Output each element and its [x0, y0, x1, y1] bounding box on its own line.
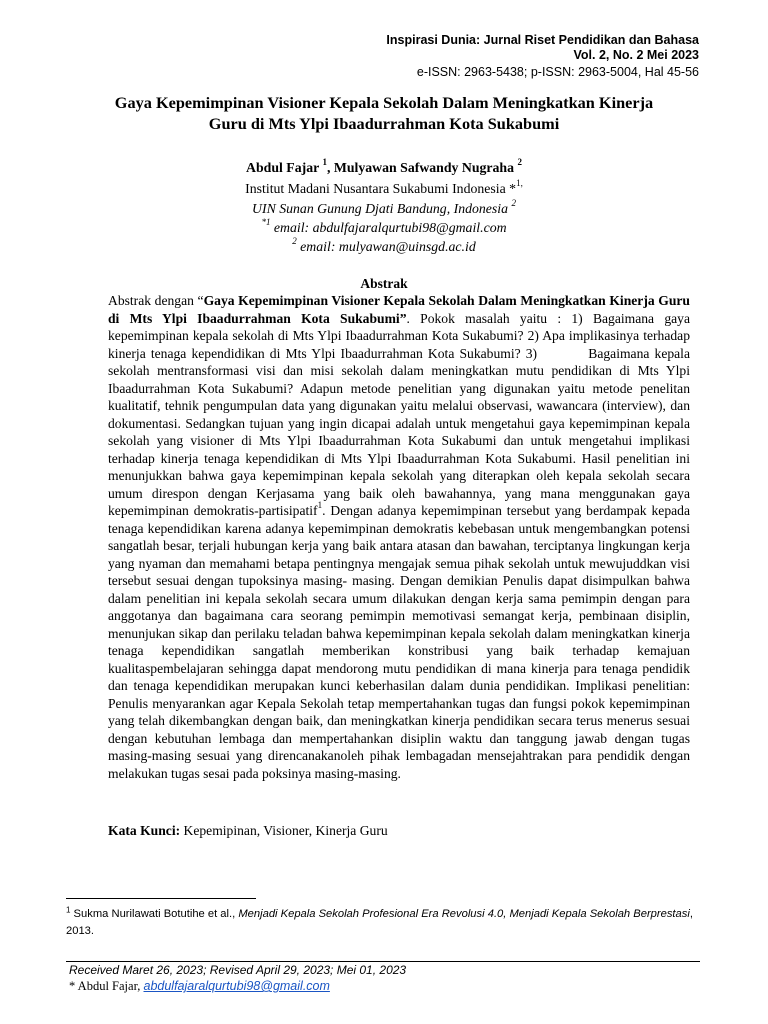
paper-title	[60, 92, 708, 134]
keywords-text: Kepemipinan, Visioner, Kinerja Guru	[180, 823, 388, 838]
email-1-sup: *1	[261, 217, 271, 228]
journal-issn: e-ISSN: 2963-5438; p-ISSN: 2963-5004, Hal 45-56	[416, 65, 699, 79]
footnote-title: Menjadi Kepala Sekolah Profesional Era Revolusi 4.0, Menjadi Kepala Sekolah Berprestasi	[238, 908, 690, 920]
affiliation-1-sup: 1,	[516, 178, 523, 189]
author-1: Abdul Fajar	[246, 160, 319, 175]
abstract-text-2: . Dengan adanya kepemimpinan tersebut yang berdampak kepada tenaga kependidikan karena adanya kepemimpinan demokratis kebebasan untuk mengembangkan potensi sangatlah besar, terjali hubungan kerja yang baik antara atasan dan bawahan, terciptanya lingkungan kerja yang nyaman dan memahami betapa pentingnya mengajak semua pihak sekolah untuk mewujuddkan visi tersebut sesuai dengan tupoksinya masing- masing. Dengan demikian Penulis dapat disimpulkan bahwa dalam penelitian ini kepala sekolah secara umum dilakukan dengan kerja sama pemimpin dengan para anggotanya dan bagaimana cara seorang pemimpin memotivasi semangat kerja, pembinaan disiplin, menunjukan sikap dan perilaku teladan bahwa kepemimpinan kepala sekolah dalam meningkatkan kinerja tenaga kependidikan sangatlah memberikan konstribusi yang baik terhadap kemajuan kualitaspembelajaran sehingga dapat mendorong mutu pendidikan di mana kinerja para tenaga pendidik dan tenaga kependidikan merupakan kunci keberhasilan dalam dunia pendidikan. Implikasi penelitian: Penulis menyarankan agar Kepala Sekolah tetap mempertahankan tugas dan fungsi pokok kepemimpinan yang telah dikembangkan dengan baik, dan meningkatkan kinerja pendidikan secara terus menerus sesuai dengan kebutuhan lembaga dan mempertahankan disiplin waktu dan tanggung jawab dengan tugas masing-masing sesuai yang direncanakanoleh pihak lembagadan mensejahtrakan para pendidik dengan melakukan tugas sesai pada poksinya masing-masing.	[108, 503, 690, 781]
abstract-bold-title: Gaya Kepemimpinan Visioner Kepala Sekolah Dalam Meningkatkan Kinerja Guru di Mts Ylpi Ibaadurrahman Kota Sukabumi”	[108, 293, 690, 326]
title-line-1: Gaya Kepemimpinan Visioner Kepala Sekolah Dalam Meningkatkan Kinerja	[114, 93, 654, 112]
footnote-year: , 2013.	[66, 908, 693, 937]
title-line-2: Guru di Mts Ylpi Ibaadurrahman Kota Sukabumi	[208, 114, 560, 133]
email-2-sup: 2	[292, 236, 297, 247]
affiliation-1	[60, 178, 708, 197]
corresponding-author	[69, 979, 330, 994]
keywords-label: Kata Kunci:	[108, 823, 181, 838]
author-2-sup: 2	[517, 157, 522, 168]
affiliation-2-text: UIN Sunan Gunung Djati Bandung, Indonesia	[252, 201, 509, 216]
email-1-line	[60, 217, 708, 236]
footnote-number: 1	[66, 905, 71, 915]
email-2-line	[60, 236, 708, 255]
author-2: Mulyawan Safwandy Nugraha	[333, 160, 515, 175]
affiliation-2-sup: 2	[511, 198, 516, 209]
affiliation-1-text: Institut Madani Nusantara Sukabumi Indonesia *	[245, 181, 517, 196]
author-line	[60, 157, 708, 176]
journal-name: Inspirasi Dunia: Jurnal Riset Pendidikan dan Bahasa	[386, 33, 699, 47]
abstract-intro: Abstrak dengan “	[108, 293, 204, 308]
author-1-sup: 1	[322, 157, 327, 168]
footnote-author: Sukma Nurilawati Botutihe et al.,	[70, 908, 239, 920]
footer-divider	[66, 961, 700, 962]
email-1: email: abdulfajaralqurtubi98@gmail.com	[270, 220, 507, 235]
abstract-body	[108, 292, 690, 782]
affiliation-2	[60, 198, 708, 217]
received-dates: Received Maret 26, 2023; Revised April 29, 2023; Mei 01, 2023	[69, 963, 407, 977]
footnote-reference[interactable]: 1	[317, 500, 323, 511]
abstract-text-1: . Pokok masalah yaitu : 1) Bagaimana gaya kepemimpinan kepala sekolah di Mts Ylpi Ibaadurrahman Kota Sukabumi? 2) Apa implikasinya terhadap kinerja tenaga kependidikan di Mts Ylpi Ibaadurrahman Kota Sukabumi? 3) Bagaimana kepala sekolah mentransformasi visi dan misi sekolah dalam meningkatkan mutu pendidikan di Mts Ylpi Ibaadurrahman Kota Sukabumi? Adapun metode penelitian yang digunakan yaitu metode penelitan kualitatif, tehnik pengumpulan data yang digunakan yaitu melalui observasi, wawancara (interview), dan dokumentasi. Sedangkan tujuan yang ingin dicapai adalah untuk mengetahui gaya kepemimpinan kepala sekolah yang visioner di Mts Ylpi Ibaadurrahman Kota Sukabumi dan untuk mengetahui implikasi terhadap kinerja tenaga kependidikan di Mts Ylpi Ibaadurrahman Kota Sukabumi. Hasil penelitian ini menunjukkan bahwa gaya kepemimpinan kepala sekolah yang diterapkan oleh kepala sekolah secara umum direspon dengan Kerjasama yang baik oleh bawahannya, yang mana menggunakan gaya kepemimpinan demokratis-partisipatif	[108, 310, 690, 518]
email-2: email: mulyawan@uinsgd.ac.id	[296, 239, 476, 254]
footnote-divider	[66, 898, 256, 899]
abstract-heading: Abstrak	[360, 276, 408, 291]
author-separator: ,	[326, 160, 334, 175]
keywords	[108, 823, 388, 839]
corresponding-author-name: * Abdul Fajar,	[69, 979, 144, 993]
footnote	[66, 906, 706, 940]
journal-volume: Vol. 2, No. 2 Mei 2023	[573, 48, 699, 62]
corresponding-email-link[interactable]: abdulfajaralqurtubi98@gmail.com	[143, 979, 330, 993]
